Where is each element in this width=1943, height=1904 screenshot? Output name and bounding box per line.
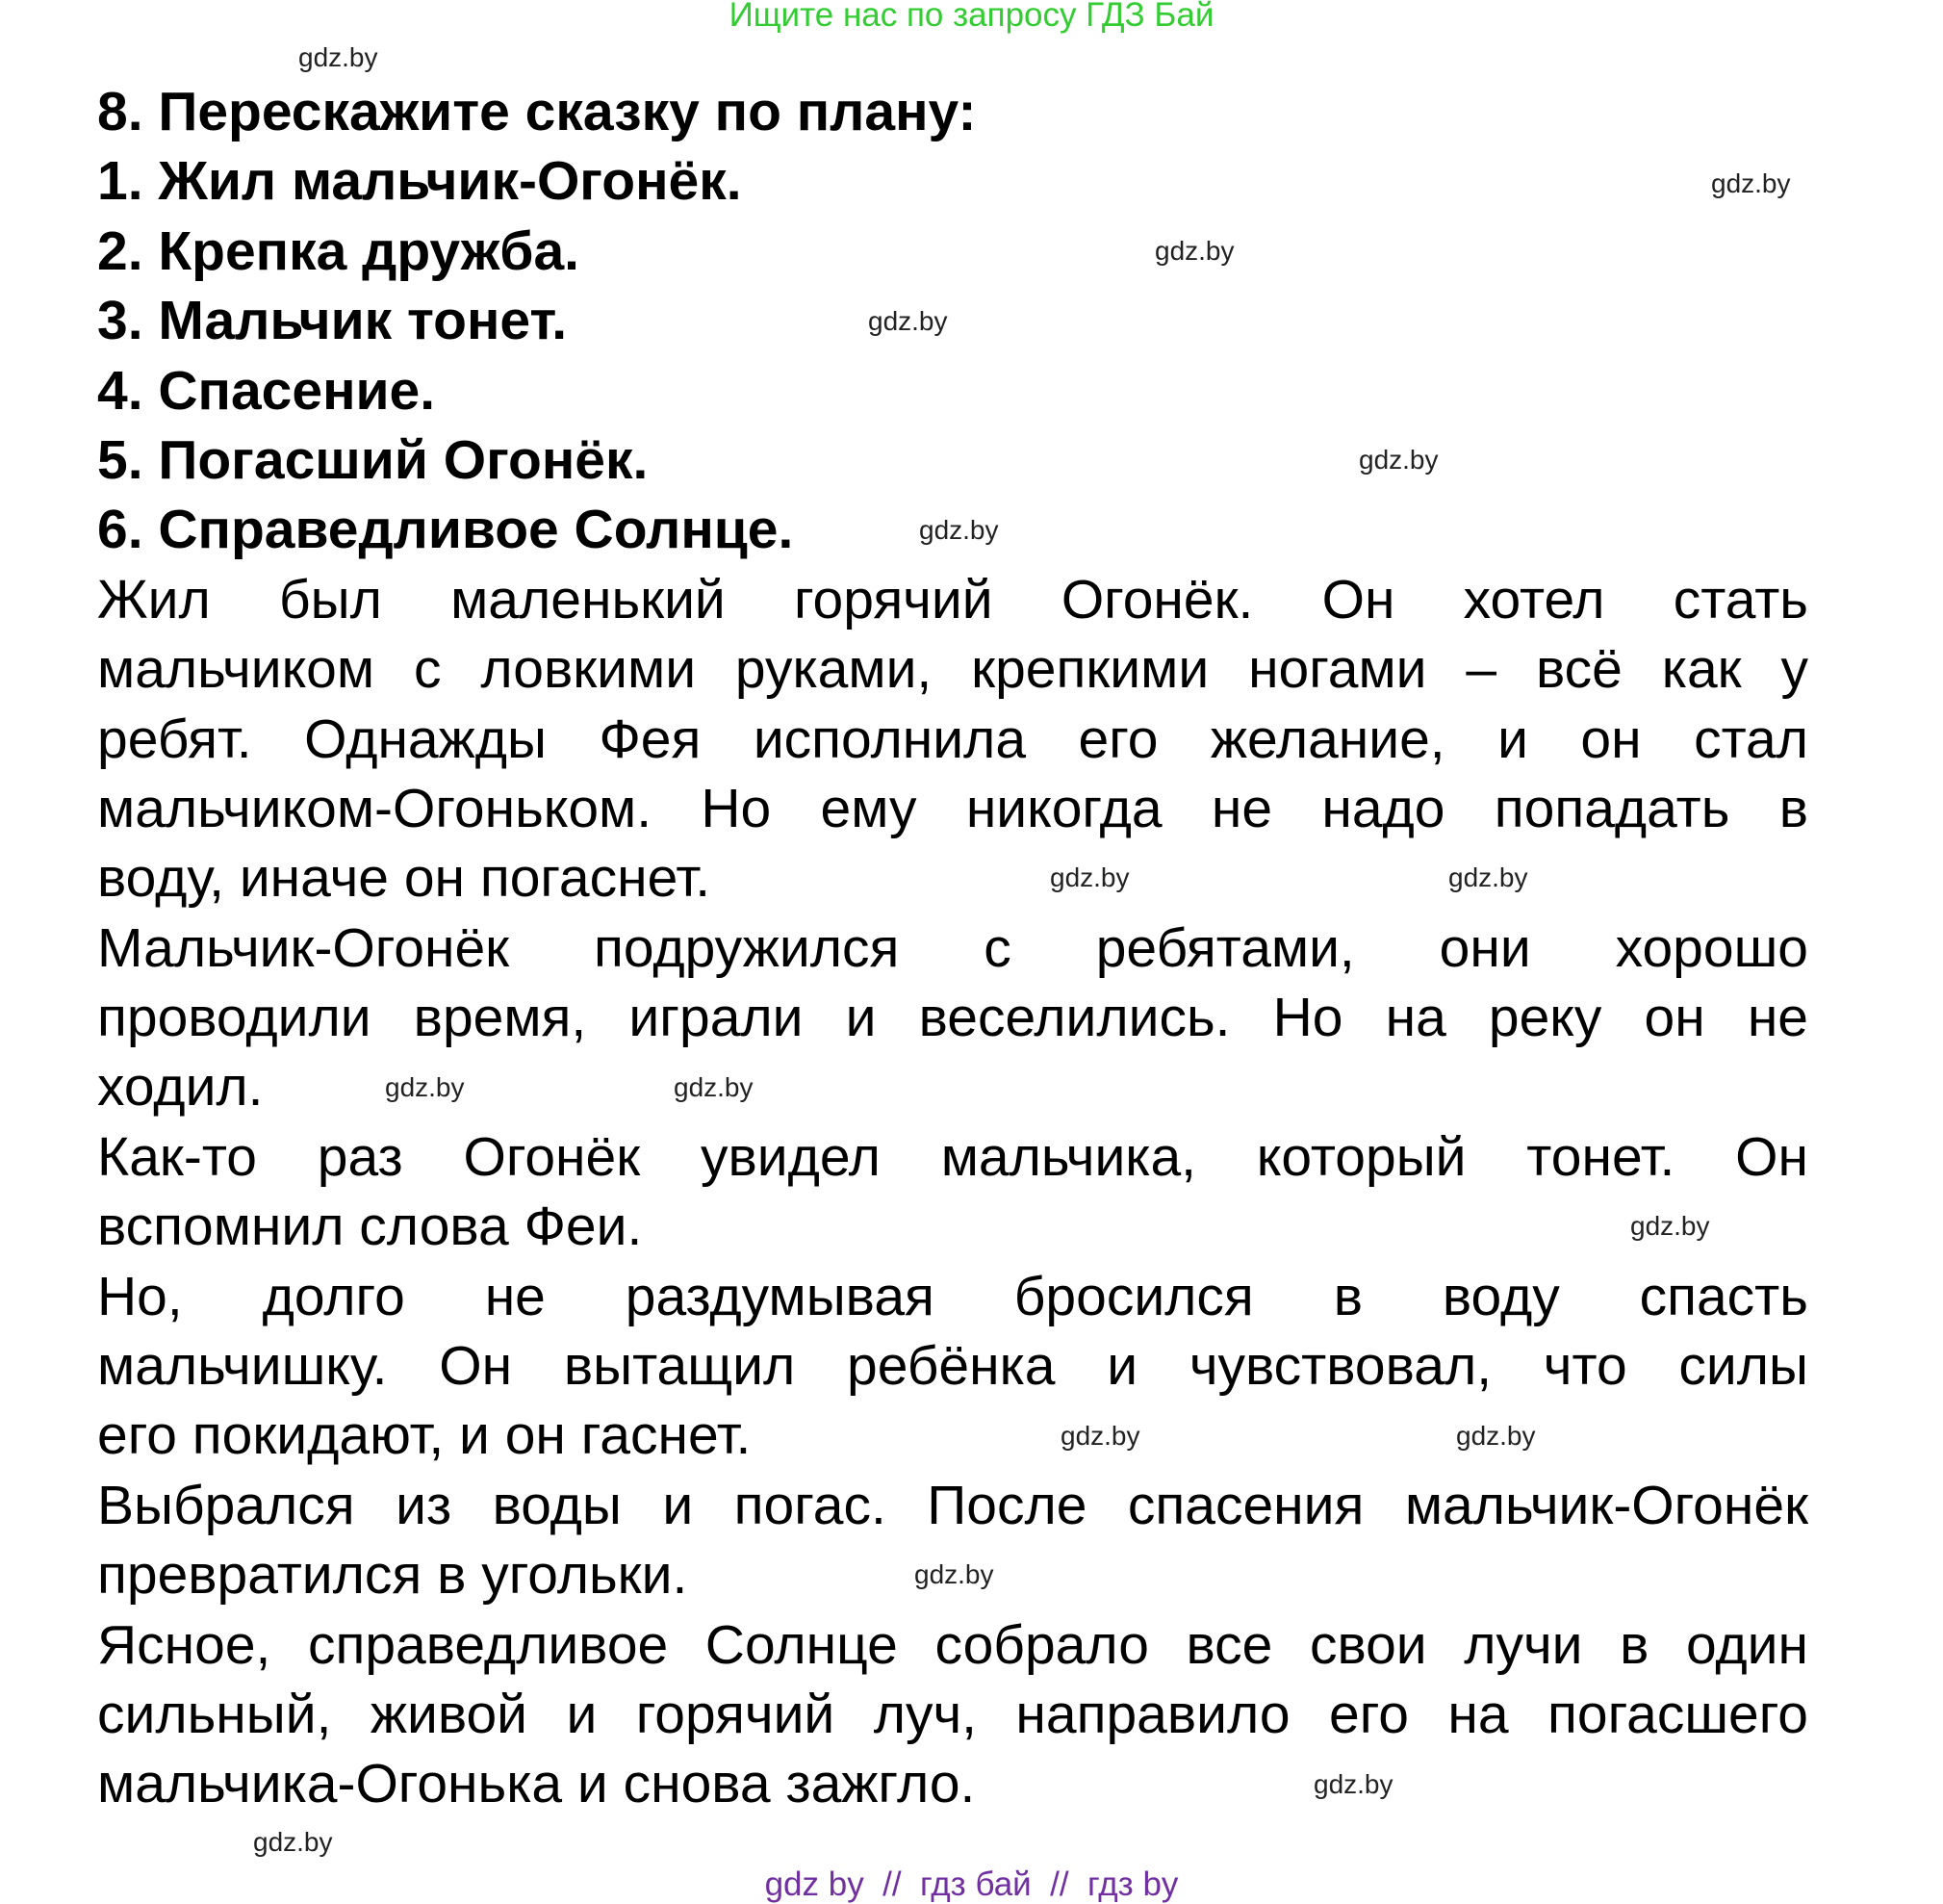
plan-item: 1. Жил мальчик-Огонёк. (97, 150, 742, 213)
gdz-watermark: gdz.by (1359, 445, 1439, 475)
text-line: вспомнил слова Феи. (97, 1196, 643, 1258)
plan-item: 6. Справедливое Солнце. (97, 499, 794, 561)
gdz-watermark: gdz.by (1050, 862, 1130, 892)
text-line: Выбрался из воды и погас. После спасения мальчик-Огонёк (97, 1474, 1808, 1536)
text-line: ходил. (97, 1056, 264, 1119)
text-line: сильный, живой и горячий луч, направило его на погасшего (97, 1683, 1808, 1745)
gdz-watermark: gdz.by (914, 1559, 994, 1589)
text-line: воду, иначе он погаснет. (97, 847, 711, 910)
gdz-watermark: gdz.by (253, 1827, 333, 1857)
gdz-watermark: gdz.by (1314, 1769, 1393, 1799)
gdz-watermark: gdz.by (1711, 168, 1791, 198)
text-line: Жил был маленький горячий Огонёк. Он хотел стать (97, 568, 1808, 630)
retelling-plan (97, 77, 1808, 565)
text-line: Мальчик-Огонёк подружился с ребятами, они хорошо (97, 916, 1808, 979)
story-paragraph (97, 913, 1808, 1122)
gdz-watermark: gdz.by (385, 1072, 465, 1102)
gdz-watermark: gdz.by (1448, 862, 1528, 892)
text-line: проводили время, играли и веселились. Но на реку он не (97, 987, 1808, 1049)
story-paragraph (97, 565, 1808, 913)
story-paragraph (97, 1610, 1808, 1819)
text-line: ребят. Однажды Фея исполнила его желание, и он стал (97, 708, 1808, 770)
document-body (97, 77, 1808, 1819)
gdz-watermark: gdz.by (1630, 1211, 1710, 1241)
gdz-watermark: gdz.by (919, 515, 999, 545)
text-line: мальчишку. Он вытащил ребёнка и чувствовал, что силы (97, 1335, 1808, 1398)
story-paragraph (97, 1262, 1808, 1471)
plan-item: 3. Мальчик тонет. (97, 290, 568, 352)
footer-watermark: gdz by // гдз бай // гдз by (764, 1865, 1179, 1903)
story-paragraph (97, 1122, 1808, 1262)
gdz-watermark: gdz.by (1061, 1421, 1140, 1451)
text-line: Ясное, справедливое Солнце собрало все свои лучи в один (97, 1613, 1808, 1676)
task-title: 8. Перескажите сказку по плану: (97, 81, 977, 142)
plan-item: 5. Погасший Огонёк. (97, 428, 649, 491)
text-line: Но, долго не раздумывая бросился в воду спасть (97, 1265, 1808, 1327)
plan-item: 2. Крепка дружба. (97, 219, 579, 282)
gdz-watermark: gdz.by (868, 306, 948, 336)
story-text (97, 565, 1808, 1819)
text-line: мальчика-Огонька и снова зажгло. (97, 1753, 976, 1815)
text-line: мальчиком-Огоньком. Но ему никогда не надо попадать в (97, 777, 1808, 839)
text-line: его покидают, и он гаснет. (97, 1404, 752, 1467)
search-banner: Ищите нас по запросу ГДЗ Бай (729, 0, 1214, 34)
text-line: превратился в угольки. (97, 1544, 688, 1607)
gdz-watermark: gdz.by (1155, 236, 1235, 266)
gdz-watermark: gdz.by (298, 42, 378, 72)
gdz-watermark: gdz.by (674, 1072, 754, 1102)
text-line: мальчиком с ловкими руками, крепкими ногами – всё как у (97, 638, 1808, 701)
gdz-watermark: gdz.by (1456, 1421, 1536, 1451)
plan-item: 4. Спасение. (97, 359, 436, 422)
text-line: Как-то раз Огонёк увидел мальчика, который тонет. Он (97, 1125, 1808, 1188)
